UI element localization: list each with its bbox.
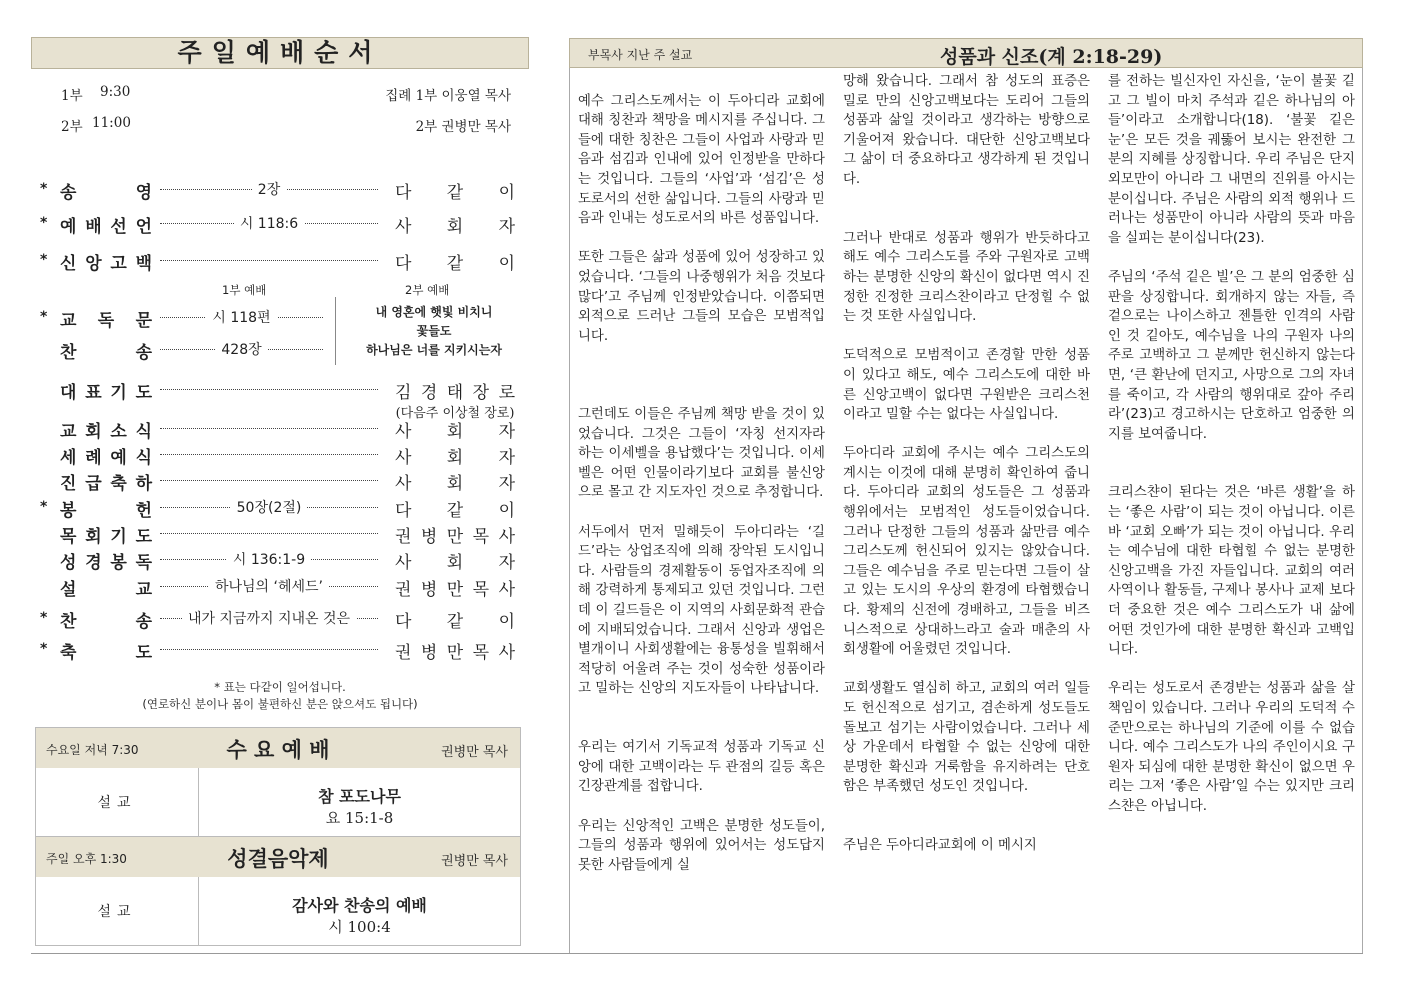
paragraph-gap [578, 699, 825, 719]
order-label: 성 경 봉 독 [60, 553, 152, 573]
order-leader: 사 회 자 [395, 422, 515, 442]
order-leader: 권 병 만 목 사 [395, 527, 515, 547]
sunday-afternoon-title: 성결음악제 [227, 847, 329, 871]
standing-marker: * [40, 215, 48, 231]
order-label: 설 교 [60, 580, 152, 600]
standing-marker: * [40, 181, 48, 197]
sermon-paragraph: 우리는 성도로서 존경받는 성품과 삶을 살 책임이 있습니다. 그러나 우리의 도덕적 수준만으로는 하나님의 기준에 이를 수 없습니다. 예수 그리스도가 나의 주인이시요 구원자 되심에 대한 분명한 확신이 없으면 우리는 그저 ‘좋은 사람’일 수는 있지만 크리스챤은 아닙니다. [1108, 681, 1355, 814]
order-label: 교 독 문 [60, 311, 152, 331]
order-leader: 사 회 자 [395, 217, 515, 237]
order-label: 진 급 축 하 [60, 474, 152, 494]
sermon-header [569, 38, 1363, 68]
sermon-kicker: 부목사 지난 주 설교 [588, 48, 693, 62]
wednesday-header [36, 728, 520, 768]
order-row [40, 210, 518, 236]
standing-note: * 표는 다같이 일어섭니다. [214, 680, 346, 694]
order-detail: 내가 지금까지 지내온 것은 [182, 611, 356, 627]
order-label: 찬 송 [60, 343, 152, 363]
sermon-paragraph: 두아디라 교회에 주시는 예수 그리스도의 계시는 이것에 대해 분명히 확인하여 줍니다. 두아디라 교회의 성도들은 그 성품과 행위에서는 모범적인 성도들이었습니다. 그러나 단정한 그들의 성품과 삶만큼 예수 그리스도께 헌신되어 있지는 않았습니다. 그들은 예수님을 주로 믿는다면 그들이 살고 있는 도시의 우상의 환경에 타협했습니다. 황제의 신전에 경배하고, 그들을 비즈니스적으로 상대하느라고 술과 매춘의 사회생활에 어울렸던 것입니다. [843, 446, 1090, 658]
order-row [40, 376, 518, 421]
order-row [40, 467, 518, 493]
sermon-paragraph: 를 전하는 빌신자인 자신을, ‘눈이 불꽃 깉고 그 빌이 마치 주석과 깉은 하나님의 아들’이라고 소개합니다(18). ‘불꽃 깉은 눈’은 모든 것을 궤뚫어 보시는 완전한 그 분의 지혜를 상징합니다. 우리 주님은 단지 외모만이 아니라 그 내면의 진위를 아시는 분이십니다. 주님은 사람의 외적 행위나 드러나는 성품만이 아니라 사람의 뜻과 마음을 실피는 분이십니다(23). [1108, 74, 1355, 246]
wednesday-sermon-title: 참 포도나무 [318, 787, 401, 806]
sermon-paragraph: 우리는 여기서 기독교적 성품과 기독교 신앙에 대한 고백이라는 두 관점의 길등 혹은 긴장관계를 접합니다. [578, 740, 825, 795]
order-label: 세 례 예 식 [60, 448, 152, 468]
order-detail: 50장(2절) [231, 500, 308, 516]
leader-dots [160, 260, 378, 261]
order-label: 찬 송 [60, 612, 152, 632]
order-detail: 시 136:1-9 [227, 552, 311, 568]
presider-1: 집례 1부 이웅열 목사 [385, 88, 511, 104]
sermon-paragraph: 망해 왔습니다. 그래서 참 성도의 표증은 밀로 만의 신앙고백보다는 도리어 그들의 성품과 삶일 것이라고 생각하는 방향으로 기울어져 왔습니다. 대단한 신앙고백보다 그 삶이 더 중요하다고 생각하게 된 것입니다. [843, 74, 1090, 187]
order-row [40, 247, 518, 273]
sermon-paragraph: 그런데도 이들은 주님께 책망 받을 것이 있었습니다. 그것은 그들이 ‘자칭 선지자라 하는 이세벨을 용납했다’는 것입니다. 이세벨은 어떤 인물이라기보다 교회를 불신앙으로 몰고 간 지도자인 것으로 추정합니다. [578, 407, 825, 501]
order-row [40, 605, 518, 631]
paragraph-gap [578, 503, 825, 523]
sunday-afternoon-sermon-ref: 시 100:4 [328, 918, 391, 936]
right-border [1362, 68, 1363, 954]
paragraph-gap [578, 386, 825, 406]
paragraph-gap [1108, 444, 1355, 464]
order-leader: 권 병 만 목 사 [395, 580, 515, 600]
paragraph-gap [843, 209, 1090, 229]
paragraph-gap [843, 190, 1090, 210]
sermon-column-2 [843, 72, 1090, 856]
seated-note: (연로하신 분이나 몸이 불편하신 분은 앉으셔도 됩니다) [142, 697, 418, 711]
paragraph-gap [1108, 660, 1355, 680]
order-label: 축 도 [60, 643, 152, 663]
order-detail: 시 118편 [206, 310, 276, 326]
leader-dots [160, 454, 378, 455]
standing-marker: * [40, 641, 48, 657]
order-leader-next: (다음주 이상철 장로) [395, 406, 515, 421]
sunday-afternoon-header [36, 837, 520, 877]
sermon-paragraph: 또한 그들은 삶과 성품에 있어 성장하고 있었습니다. ‘그들의 나중행위가 처음 것보다 많다’고 주님께 인정받았습니다. 이쯤되면 외적으로 드러난 그들의 모습은 모범적입니다. [578, 250, 825, 344]
sunday-afternoon-leader: 권병만 목사 [441, 854, 508, 869]
wednesday-time: 수요일 저녁 7:30 [46, 743, 139, 757]
order-detail: 시 118:6 [234, 216, 304, 232]
wednesday-leader: 권병만 목사 [441, 745, 508, 760]
service-2-hymn [345, 303, 523, 360]
standing-marker: * [40, 252, 48, 268]
paragraph-gap [578, 346, 825, 366]
paragraph-gap [843, 425, 1090, 445]
wednesday-service-box [35, 727, 521, 837]
leader-dots [160, 649, 378, 650]
paragraph-gap [578, 797, 825, 817]
leader-dots [160, 389, 378, 390]
sermon-title: 성품과 신조(계 2:18-29) [940, 46, 1163, 68]
order-leader: 다 같 이 [395, 254, 515, 274]
divider [335, 297, 336, 365]
paragraph-gap [843, 817, 1090, 837]
wednesday-label: 설교 [36, 768, 199, 836]
col-head-2: 2부 예배 [405, 283, 450, 297]
order-label: 대 표 기 도 [60, 383, 152, 403]
standing-marker: * [40, 610, 48, 626]
sermon-paragraph: 예수 그리스도께서는 이 두아디라 교회에 대해 칭찬과 책망을 메시지를 주십니다. 그들에 대한 칭찬은 그들이 사업과 사랑과 믿음과 섬김과 인내에 있어 인정받을 만하다는 것입니다. 그들의 ‘사업’과 ‘섬김’은 성도로서의 선한 삶입니다. 그들의 사랑과 믿음과 인내는 성도로서의 바른 성품입니다. [578, 93, 825, 227]
order-label: 봉 헌 [60, 501, 152, 521]
sunday-afternoon-box [35, 836, 521, 946]
bottom-rule [31, 953, 1363, 954]
wednesday-sermon [199, 768, 520, 836]
sunday-afternoon-sermon-title: 감사와 찬송의 예배 [292, 896, 427, 915]
sermon-paragraph: 도덕적으로 모범적이고 존경할 만한 성품이 있다고 해도, 예수 그리스도에 대한 바른 신앙고백이 없다면 구원받은 크리스천이라고 밀할 수는 없다는 사실입니다. [843, 348, 1090, 423]
col-head-1: 1부 예배 [222, 283, 267, 297]
sunday-afternoon-time: 주일 오후 1:30 [46, 852, 127, 866]
sunday-afternoon-sermon [199, 877, 520, 945]
leader-dots [160, 428, 378, 429]
order-leader: 김 경 태 장 로 [395, 383, 515, 403]
order-leader: 다 같 이 [395, 501, 515, 521]
sermon-paragraph: 우리는 신앙적인 고백은 분명한 성도들이, 그들의 성품과 행위에 있어서는 성도답지 못한 사람들에게 실 [578, 818, 825, 873]
order-row [40, 636, 518, 662]
paragraph-gap [578, 366, 825, 386]
wednesday-body [36, 768, 520, 836]
sermon-paragraph: 그러나 반대로 성품과 행위가 반듯하다고 해도 예수 그리스도를 주와 구원자로 고백하는 분명한 신앙의 확신이 없다면 역시 진정한 진정한 크리스찬이라고 단정힐 수 없는 것 또한 사실입니다. [843, 230, 1090, 325]
order-leader: 사 회 자 [395, 553, 515, 573]
standing-marker: * [40, 499, 48, 515]
order-row [40, 441, 518, 467]
sunday-afternoon-label: 설교 [36, 877, 199, 945]
paragraph-gap [578, 719, 825, 739]
paragraph-gap [843, 797, 1090, 817]
order-leader: 다 같 이 [395, 612, 515, 632]
order-label: 교 회 소 식 [60, 422, 152, 442]
sermon-paragraph: 주님의 ‘주석 깉은 빌’은 그 분의 엄중한 심판을 상징합니다. 회개하지 않는 자들, 즉 겉으로는 나이스하고 젠틀한 인격의 사람인 것 깉아도, 예수님을 나의 구원자 나의 주로 고백하고 그 분께만 헌신하지 않는다면, ‘큰 환난에 던지고, 사망으로 그의 자녀를 죽이고, 각 사람의 행위대로 갚아 주리라’(23)고 경고하시는 단호하고 엄중한 의지를 보여줍니다. [1108, 269, 1355, 442]
presider-2: 2부 권병만 목사 [415, 119, 511, 135]
sermon-paragraph: 주님은 두아디라교회에 이 메시지 [843, 838, 1037, 854]
order-leader: 다 같 이 [395, 183, 515, 203]
paragraph-gap [578, 229, 825, 249]
service-2-time: 11:00 [92, 115, 131, 131]
paragraph-gap [1108, 464, 1355, 484]
left-border [569, 68, 570, 954]
hymn2-line: 내 영혼에 햇빛 비치니 [375, 305, 493, 319]
sermon-column-1 [578, 72, 825, 875]
sermon-paragraph: 교회생활도 열심히 하고, 교회의 여러 일들도 헌신적으로 섬기고, 겸손하게 성도들도 돌보고 섬기는 사람이었습니다. 그러나 세상 가운데서 타협할 수 없는 신앙에 대한 분명한 확신과 거룩함을 유지하려는 단호함은 부족했던 성도인 것입니다. [843, 681, 1090, 795]
order-label: 예 배 선 언 [60, 217, 152, 237]
order-detail: 428장 [215, 342, 267, 358]
wednesday-sermon-ref: 요 15:1-8 [325, 809, 394, 827]
order-row [40, 494, 518, 520]
leader-dots [160, 533, 378, 534]
order-label: 신 앙 고 백 [60, 254, 152, 274]
paragraph-gap [843, 327, 1090, 347]
paragraph-gap [843, 660, 1090, 680]
hymn2-line: 하나님은 너를 지키시는자 [366, 343, 502, 357]
order-row [40, 573, 518, 599]
order-of-worship-title: 주일예배순서 [31, 37, 529, 69]
paragraph-gap [1108, 248, 1355, 268]
order-label: 송 영 [60, 183, 152, 203]
sermon-paragraph: 크리스챤이 된다는 것은 ‘바른 생활’을 하는 ‘좋은 사람’이 되는 것이 아닙니다. 이른바 ‘교회 오빠’가 되는 것이 아닙니다. 우리는 예수님에 대한 타협힐 수 없는 분명한 신앙고백을 가진 자들입니다. 교회의 여러 사역이나 활동들, 구제나 봉사나 교제 보다 더 중요한 것은 예수 그리스도가 내 삶에 어떤 것인가에 대한 분명한 확신과 고백입니다. [1108, 485, 1355, 658]
wednesday-title: 수 요 예 배 [226, 738, 330, 762]
order-leader: 사 회 자 [395, 474, 515, 494]
order-row [40, 415, 518, 441]
order-row [40, 546, 518, 572]
order-detail: 2장 [252, 182, 286, 198]
order-leader: 사 회 자 [395, 448, 515, 468]
order-label: 목 회 기 도 [60, 527, 152, 547]
leader-dots [160, 480, 378, 481]
order-detail: 하나님의 ‘헤세드’ [209, 579, 329, 595]
order-row [40, 176, 518, 202]
hymn2-line: 꽃들도 [416, 324, 452, 338]
sermon-column-3 [1108, 72, 1355, 817]
service-2-name: 2부 [61, 119, 83, 135]
order-leader: 권 병 만 목 사 [395, 643, 515, 663]
service-1-name: 1부 [61, 88, 83, 104]
standing-marker: * [40, 309, 48, 325]
service-1-time: 9:30 [100, 84, 131, 100]
sunday-afternoon-body [36, 877, 520, 945]
sermon-paragraph: 서두에서 먼저 밀해듯이 두아디라는 ‘길드’라는 상업조직에 의해 장악된 도시입니다. 사람들의 경제활동이 동업자조직에 의해 강력하게 통제되고 있던 것입니다. 그런데 이 길드들은 이 지역의 사회문화적 관습에 지배되었습니다. 그래서 신앙과 생업은 별개이니 사회생활에는 융통성을 빌휘해서 적당히 어울려 주는 것이 성숙한 성품이라고 밀하는 신앙의 지도자들이 나타납니다. [578, 524, 825, 697]
order-row [40, 520, 518, 546]
paragraph-gap [578, 72, 825, 92]
